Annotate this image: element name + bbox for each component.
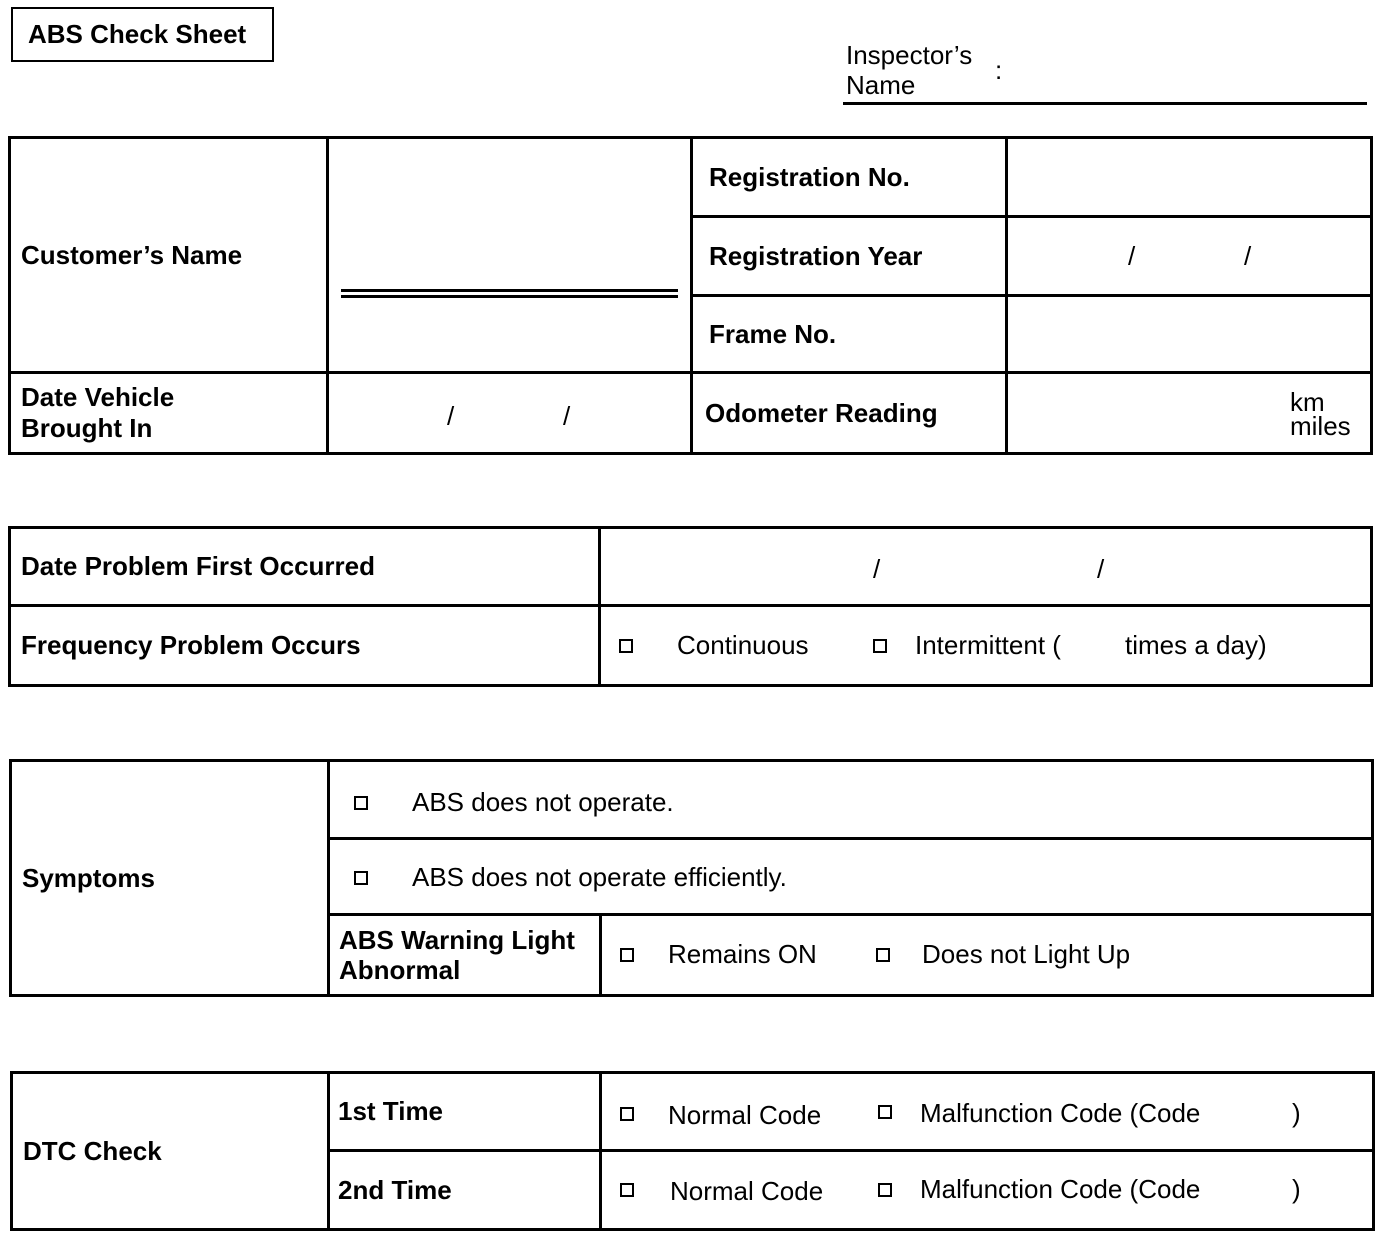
registration-no-field[interactable] <box>1007 138 1372 217</box>
first-malfunction-code-label: Malfunction Code (Code <box>920 1098 1201 1128</box>
odometer-label: Odometer Reading <box>692 373 1007 454</box>
abs-not-operate-label: ABS does not operate. <box>412 787 674 817</box>
symptoms-table <box>9 759 1374 997</box>
second-close-paren: ) <box>1292 1174 1301 1204</box>
date-separator: / <box>1097 554 1105 584</box>
sheet-title: ABS Check Sheet <box>11 7 274 62</box>
abs-not-efficient-checkbox[interactable] <box>354 871 368 885</box>
remains-on-label: Remains ON <box>668 939 817 969</box>
inspector-name-field[interactable] <box>843 102 1367 105</box>
remains-on-checkbox[interactable] <box>620 948 634 962</box>
frequency-options <box>600 606 1372 686</box>
frame-no-field[interactable] <box>1007 296 1372 373</box>
second-time-label: 2nd Time <box>329 1151 601 1230</box>
first-malfunction-code-checkbox[interactable] <box>878 1105 892 1119</box>
first-occurred-label: Date Problem First Occurred <box>10 528 600 606</box>
second-malfunction-code-label: Malfunction Code (Code <box>920 1174 1201 1204</box>
first-occurred-field[interactable] <box>600 528 1372 606</box>
intermittent-label: Intermittent ( <box>915 630 1061 660</box>
date-separator: / <box>563 401 571 431</box>
intermittent-checkbox[interactable] <box>873 639 887 653</box>
date-separator: / <box>1244 241 1252 271</box>
frame-no-label: Frame No. <box>692 296 1007 373</box>
second-normal-code-checkbox[interactable] <box>620 1183 634 1197</box>
customer-name-label: Customer’s Name <box>10 138 328 373</box>
odometer-field[interactable] <box>1007 373 1372 454</box>
symptom-option-1 <box>329 761 1373 839</box>
abs-not-operate-checkbox[interactable] <box>354 796 368 810</box>
symptom-option-2 <box>329 839 1373 915</box>
second-time-options <box>601 1151 1374 1230</box>
second-normal-code-label: Normal Code <box>670 1176 824 1206</box>
inspector-name-label: Inspector’s Name <box>846 40 973 100</box>
first-time-options <box>601 1073 1374 1151</box>
continuous-checkbox[interactable] <box>619 639 633 653</box>
dtc-check-label: DTC Check <box>12 1073 329 1230</box>
first-normal-code-label: Normal Code <box>668 1100 822 1130</box>
first-normal-code-checkbox[interactable] <box>620 1107 634 1121</box>
first-close-paren: ) <box>1292 1098 1301 1128</box>
abs-not-efficient-label: ABS does not operate efficiently. <box>412 862 787 892</box>
dtc-check-table <box>10 1071 1375 1231</box>
date-brought-in-field[interactable] <box>328 373 692 454</box>
unit-km: km <box>1290 387 1325 417</box>
does-not-light-checkbox[interactable] <box>876 948 890 962</box>
times-a-day-label: times a day) <box>1125 630 1267 660</box>
date-brought-in-label: Date Vehicle Brought In <box>10 373 328 454</box>
date-separator: / <box>1128 241 1136 271</box>
customer-name-field[interactable] <box>328 138 692 373</box>
registration-year-field[interactable] <box>1007 217 1372 296</box>
date-separator: / <box>447 401 455 431</box>
date-separator: / <box>873 554 881 584</box>
inspector-colon: : <box>995 55 1003 85</box>
frequency-label: Frequency Problem Occurs <box>10 606 600 686</box>
registration-year-label: Registration Year <box>692 217 1007 296</box>
vehicle-info-table <box>8 136 1373 455</box>
first-time-label: 1st Time <box>329 1073 601 1151</box>
registration-no-label: Registration No. <box>692 138 1007 217</box>
symptoms-label: Symptoms <box>11 761 329 996</box>
unit-miles: miles <box>1290 411 1351 441</box>
customer-name-underline <box>341 289 678 298</box>
warning-light-label: ABS Warning Light Abnormal <box>329 915 601 996</box>
warning-light-options <box>601 915 1373 996</box>
problem-table <box>8 526 1373 687</box>
second-malfunction-code-checkbox[interactable] <box>878 1183 892 1197</box>
does-not-light-label: Does not Light Up <box>922 939 1131 969</box>
continuous-label: Continuous <box>677 630 809 660</box>
